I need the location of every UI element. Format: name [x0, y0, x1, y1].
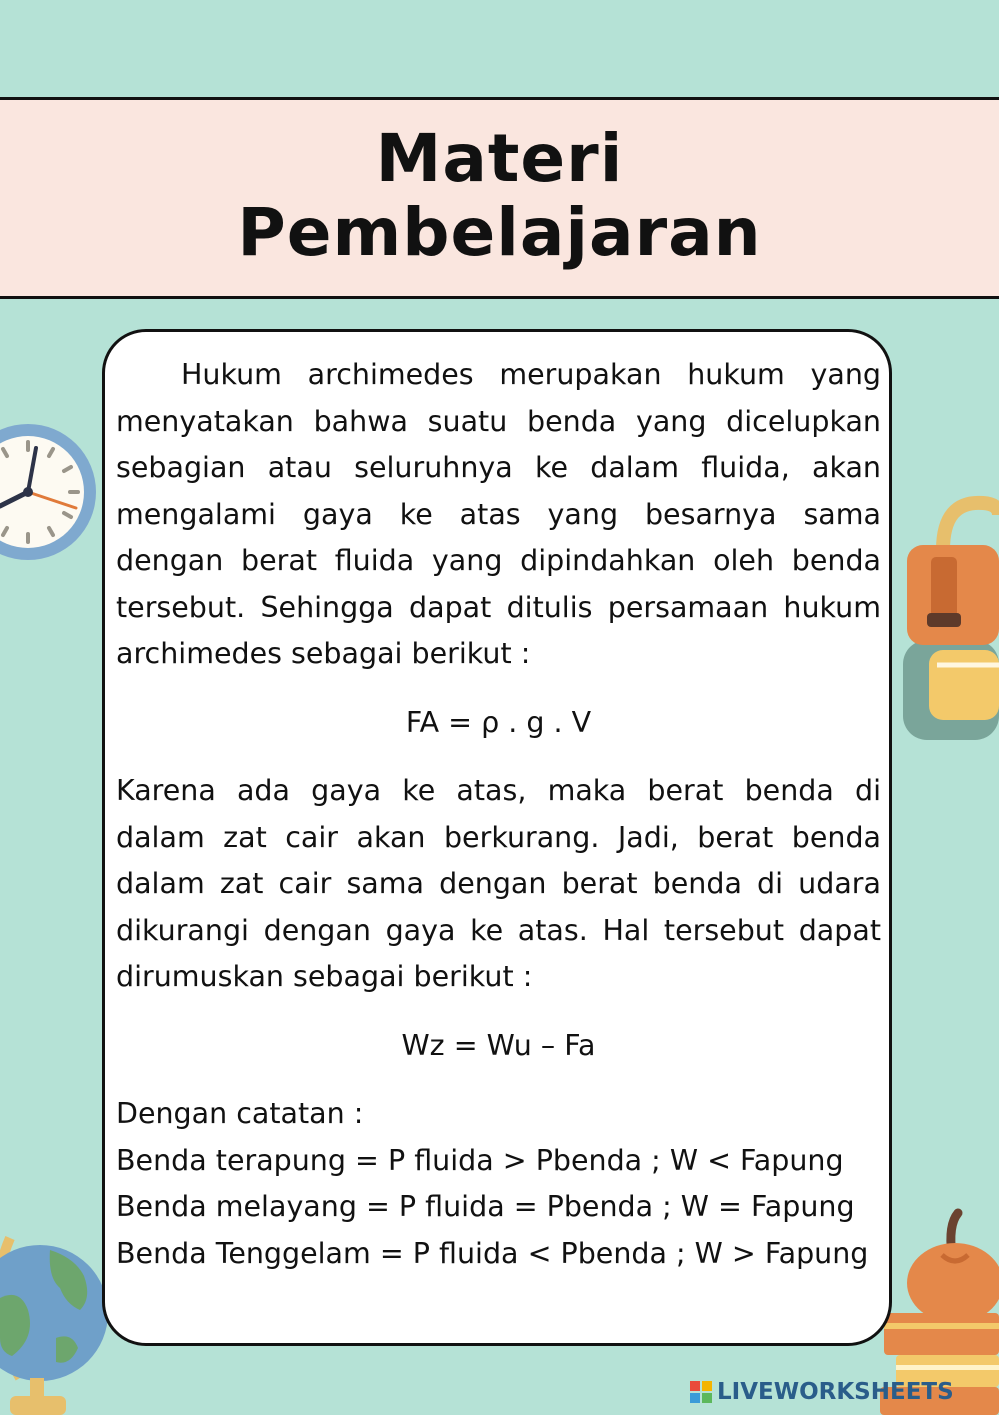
globe-icon [0, 1228, 112, 1415]
paragraph-archimedes-law: Hukum archimedes merupakan hukum yang menyatakan bahwa suatu benda yang dicelupkan sebagian atau seluruhnya ke dalam fluida, akan mengalami gaya ke atas yang besarnya sama dengan berat fluida yang dipindahkan oleh benda tersebut. Sehingga dapat ditulis persamaan hukum archimedes sebagai berikut : [116, 358, 881, 670]
note-floating: Benda terapung = P fluida > Pbenda ; W < Fapung [116, 1143, 844, 1177]
content-text [116, 352, 881, 1277]
title-line-2: Pembelajaran [237, 194, 762, 271]
note-sinking: Benda Tenggelam = P fluida < Pbenda ; W > Fapung [116, 1236, 869, 1270]
liveworksheets-logo-icon [690, 1381, 712, 1403]
title-banner [0, 97, 999, 299]
backpack-icon [903, 495, 999, 745]
watermark-text: LIVEWORKSHEETS [717, 1379, 954, 1405]
title-line-1: Materi [375, 120, 624, 197]
formula-buoyant-force: FA = ρ . g . V [405, 705, 592, 739]
note-hovering: Benda melayang = P fluida = Pbenda ; W = Fapung [116, 1190, 855, 1223]
paragraph-apparent-weight: Karena ada gaya ke atas, maka berat benda di dalam zat cair akan berkurang. Jadi, berat benda dalam zat cair sama dengan berat benda di udara dikurangi dengan gaya ke atas. Hal tersebut dapat dirumuskan sebagai berikut : [116, 774, 881, 993]
page-title [0, 100, 999, 270]
clock-icon [0, 420, 100, 565]
formula-apparent-weight: Wz = Wu – Fa [401, 1028, 596, 1062]
liveworksheets-watermark [690, 1378, 990, 1406]
notes-heading: Dengan catatan : [116, 1097, 364, 1130]
